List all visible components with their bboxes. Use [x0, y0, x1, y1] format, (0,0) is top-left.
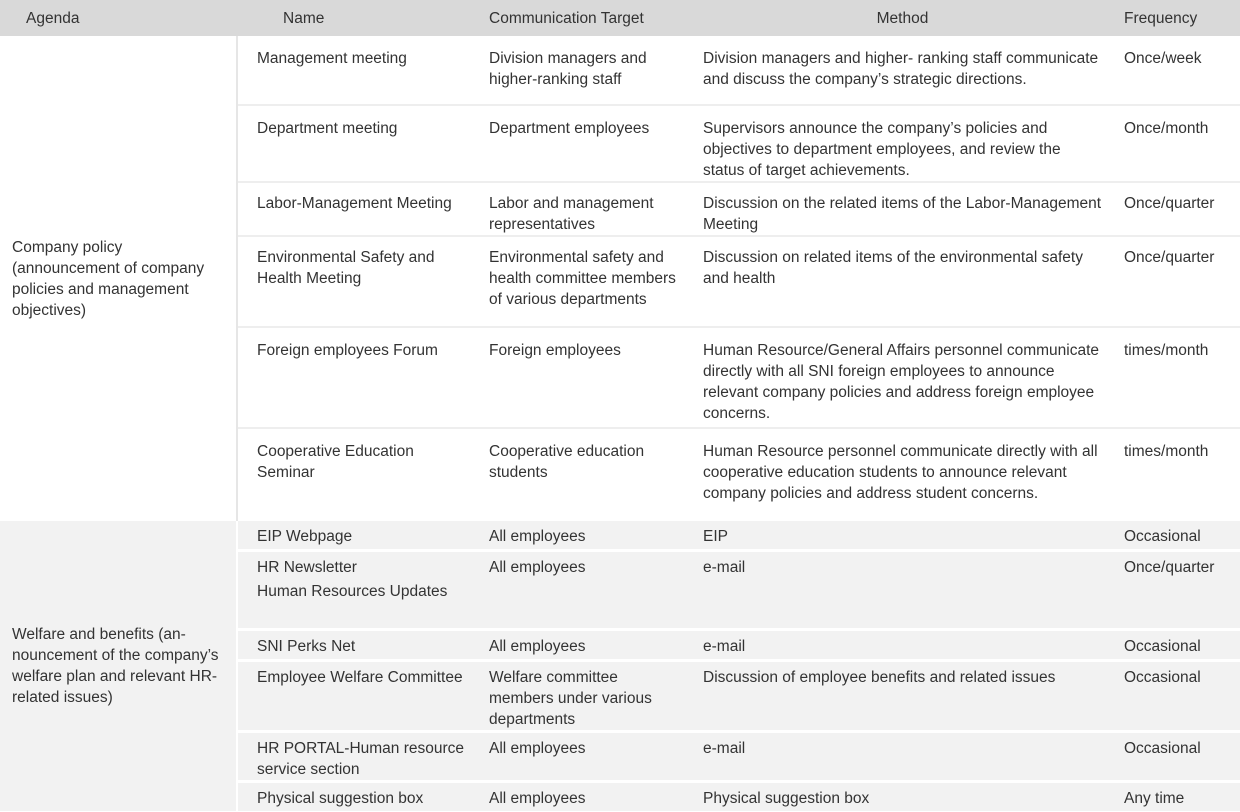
table-row: [0, 36, 1240, 105]
cell-target: All employees: [478, 550, 692, 629]
cell-frequency: Occasional: [1113, 629, 1240, 660]
cell-name: [237, 550, 478, 629]
cell-target: All employees: [478, 521, 692, 550]
cell-frequency: times/month: [1113, 428, 1240, 521]
cell-name: Employee Welfare Committee: [237, 660, 478, 731]
header-frequency: Frequency: [1113, 0, 1240, 36]
cell-method: Discussion on the related items of the Labor-Management Meeting: [692, 182, 1113, 236]
cell-method: Human Resource personnel communicate directly with all cooperative education students to announce relevant company policies and address student concerns.: [692, 428, 1113, 521]
cell-method: Discussion of employee benefits and related issues: [692, 660, 1113, 731]
cell-method: EIP: [692, 521, 1113, 550]
header-row: [0, 0, 1240, 36]
cell-target: Environmental safety and health committee members of various departments: [478, 236, 692, 327]
cell-method: Human Resource/General Affairs personnel communicate directly with all SNI foreign employees to announce relevant company policies and address foreign employee concerns.: [692, 327, 1113, 428]
cell-method: Division managers and higher- ranking staff communicate and discuss the company’s strategic directions.: [692, 36, 1113, 105]
cell-frequency: Once/quarter: [1113, 182, 1240, 236]
cell-target: Cooperative education students: [478, 428, 692, 521]
cell-method: e-mail: [692, 629, 1113, 660]
cell-frequency: Occasional: [1113, 731, 1240, 781]
cell-method: e-mail: [692, 550, 1113, 629]
cell-frequency: Occasional: [1113, 660, 1240, 731]
cell-method: Physical suggestion box: [692, 781, 1113, 811]
cell-target: Labor and management representatives: [478, 182, 692, 236]
cell-method: Discussion on related items of the environmental safety and health: [692, 236, 1113, 327]
cell-frequency: Any time: [1113, 781, 1240, 811]
header-method: Method: [692, 0, 1113, 36]
table-row: [0, 521, 1240, 550]
cell-target: All employees: [478, 781, 692, 811]
cell-frequency: Once/quarter: [1113, 236, 1240, 327]
cell-frequency: times/month: [1113, 327, 1240, 428]
newsletter-title: HR Newsletter: [257, 558, 357, 576]
cell-frequency: Once/quarter: [1113, 550, 1240, 629]
cell-name: Foreign employees Forum: [237, 327, 478, 428]
cell-target: Foreign employees: [478, 327, 692, 428]
cell-name: HR PORTAL-Human resource service section: [237, 731, 478, 781]
group-welfare-benefits: [0, 521, 1240, 811]
header-name: Name: [237, 0, 478, 36]
cell-method: e-mail: [692, 731, 1113, 781]
cell-target: Division managers and higher-ranking staff: [478, 36, 692, 105]
cell-name: Management meeting: [237, 36, 478, 105]
newsletter-subtitle: Human Resources Updates: [257, 582, 448, 600]
agenda-welfare-benefits: Welfare and benefits (announcement of the company’s welfare plan and relevant HR-related issues): [0, 521, 237, 811]
agenda-company-policy: Company policy (announcement of company policies and management objectives): [0, 36, 237, 521]
group-company-policy: [0, 36, 1240, 521]
cell-name: SNI Perks Net: [237, 629, 478, 660]
cell-name: Cooperative Education Seminar: [237, 428, 478, 521]
cell-target: Welfare committee members under various departments: [478, 660, 692, 731]
header-communication-target: Communication Target: [478, 0, 692, 36]
cell-name: Environmental Safety and Health Meeting: [237, 236, 478, 327]
cell-target: Department employees: [478, 105, 692, 182]
cell-frequency: Occasional: [1113, 521, 1240, 550]
cell-frequency: Once/week: [1113, 36, 1240, 105]
cell-target: All employees: [478, 731, 692, 781]
cell-name: EIP Webpage: [237, 521, 478, 550]
cell-name: Physical suggestion box: [237, 781, 478, 811]
header-agenda: Agenda: [0, 0, 237, 36]
cell-frequency: Once/month: [1113, 105, 1240, 182]
cell-target: All employees: [478, 629, 692, 660]
cell-method: Supervisors announce the company’s policies and objectives to department employees, and review the status of target achievements.: [692, 105, 1113, 182]
cell-name: Department meeting: [237, 105, 478, 182]
cell-name: Labor-Management Meeting: [237, 182, 478, 236]
